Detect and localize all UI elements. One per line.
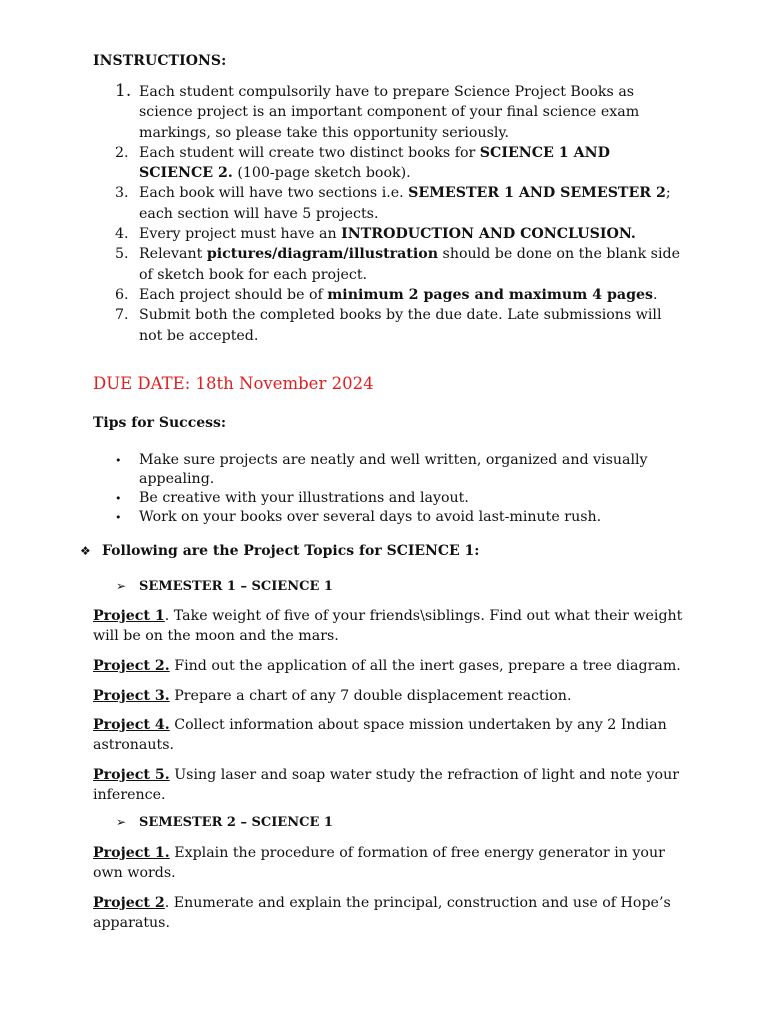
instruction-item-3 <box>93 183 683 224</box>
instruction-bold-text: SCIENCE 1 AND SCIENCE 2. <box>139 144 610 182</box>
instruction-text: Each student compulsorily have to prepare Science Project Books as science project is an important component of your final science exam markings, so please take this opportunity seriously. <box>139 84 640 141</box>
tip-text: Be creative with your illustrations and layout. <box>139 490 469 506</box>
instruction-text-tail: ; each section will have 5 projects. <box>139 185 671 222</box>
topics-heading <box>80 543 479 559</box>
tips-list <box>93 451 683 527</box>
instruction-item-7 <box>93 305 683 346</box>
project-text: Using laser and soap water study the refraction of light and note your inference. <box>93 767 680 803</box>
instructions-heading: INSTRUCTIONS: <box>93 53 227 69</box>
instruction-text: Each student will create two distinct books for <box>139 144 480 161</box>
instruction-number: 2. <box>115 144 129 161</box>
project-text: Find out the application of all the inert gases, prepare a tree diagram. <box>169 658 681 674</box>
semester-1-heading <box>116 579 333 594</box>
instruction-text: Submit both the completed books by the due date. Late submissions will not be accepted. <box>139 307 662 344</box>
semester1-project-2 <box>93 656 683 676</box>
instruction-text-tail: should be done on the blank side of sketch book for each project. <box>139 246 680 283</box>
instruction-number: 3. <box>115 185 129 202</box>
project-label: Project 2 <box>93 895 165 911</box>
semester1-project-1 <box>93 606 683 646</box>
instruction-bold-text: SEMESTER 1 AND SEMESTER 2 <box>408 185 666 202</box>
semester-title: SEMESTER 2 – SCIENCE 1 <box>139 815 333 830</box>
project-label: Project 5. <box>93 767 170 783</box>
instruction-text: Relevant <box>139 246 207 263</box>
semester2-project-2 <box>93 893 683 933</box>
project-label: Project 3. <box>93 688 170 704</box>
tip-item <box>93 508 683 527</box>
project-label: Project 1. <box>93 845 170 861</box>
instruction-text-tail: (100-page sketch book). <box>232 165 411 182</box>
instruction-item-5 <box>93 244 683 285</box>
instruction-item-6 <box>93 285 683 305</box>
instruction-number: 4. <box>115 226 129 243</box>
instruction-number: 5. <box>115 246 129 263</box>
semester1-project-4 <box>93 715 683 755</box>
diamond-bullet-icon: ❖ <box>80 544 91 558</box>
tips-heading: Tips for Success: <box>93 415 227 431</box>
tip-item <box>93 489 683 508</box>
bullet-icon: • <box>115 454 122 467</box>
semester1-project-3 <box>93 686 683 706</box>
instruction-bold-text: INTRODUCTION AND CONCLUSION. <box>341 226 636 243</box>
instruction-item-1 <box>93 82 683 143</box>
instruction-text-tail: . <box>653 286 658 303</box>
bullet-icon: • <box>115 492 122 505</box>
semester1-project-5 <box>93 765 683 805</box>
semester2-project-1 <box>93 843 683 883</box>
project-text: Prepare a chart of any 7 double displacement reaction. <box>169 688 572 704</box>
arrow-bullet-icon: ➢ <box>116 579 127 593</box>
bullet-icon: • <box>115 511 122 524</box>
tip-text: Work on your books over several days to avoid last-minute rush. <box>139 509 602 525</box>
project-text: . Take weight of five of your friends\siblings. Find out what their weight will be on the moon and the mars. <box>93 608 683 644</box>
tip-text: Make sure projects are neatly and well written, organized and visually appealing. <box>139 452 648 487</box>
instruction-text: Every project must have an <box>139 226 342 243</box>
project-label: Project 4. <box>93 717 170 733</box>
instruction-number: 7. <box>115 307 129 324</box>
instructions-list <box>93 82 683 346</box>
instruction-number: 1. <box>115 81 132 101</box>
instruction-text: Each book will have two sections i.e. <box>139 185 409 202</box>
instruction-number: 6. <box>115 286 129 303</box>
due-date: DUE DATE: 18th November 2024 <box>93 374 374 393</box>
tip-item <box>93 451 683 489</box>
project-text: . Enumerate and explain the principal, construction and use of Hope’s apparatus. <box>93 895 671 931</box>
instruction-bold-text: pictures/diagram/illustration <box>206 246 439 263</box>
semester-2-heading <box>116 815 333 830</box>
project-label: Project 1 <box>93 608 165 624</box>
project-label: Project 2. <box>93 658 170 674</box>
instruction-text: Each project should be of <box>139 286 328 303</box>
instruction-item-4 <box>93 224 683 244</box>
arrow-bullet-icon: ➢ <box>116 815 127 829</box>
topics-heading-text: Following are the Project Topics for SCIENCE 1: <box>102 543 480 559</box>
project-text: Explain the procedure of formation of free energy generator in your own words. <box>93 845 665 881</box>
instruction-bold-text: minimum 2 pages and maximum 4 pages <box>327 286 654 303</box>
instruction-item-2 <box>93 143 683 184</box>
project-text: Collect information about space mission undertaken by any 2 Indian astronauts. <box>93 717 667 753</box>
semester-title: SEMESTER 1 – SCIENCE 1 <box>139 579 333 594</box>
